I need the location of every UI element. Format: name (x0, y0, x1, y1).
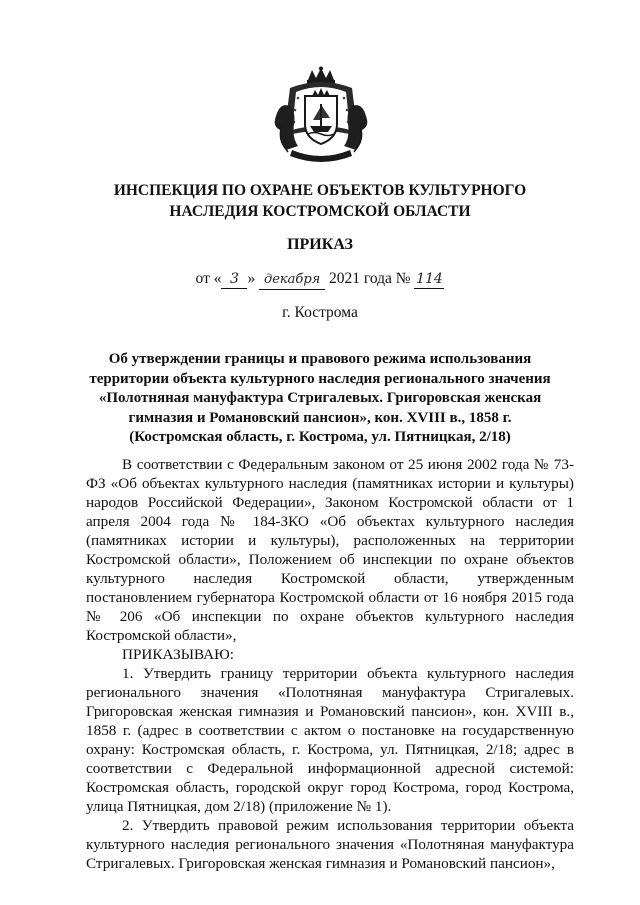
date-month: декабря (259, 271, 325, 290)
preamble-paragraph: В соответствии с Федеральным законом от 25 июня 2002 года № 73-ФЗ «Об объектах культурного наследия (памятниках истории и культуры) народов Российской Федерации», Законом Костромской области от 1 апреля 2004 года № 184-ЗКО «Об объектах культурного наследия (памятниках истории и культуры), расположенных на территории Костромской области», Положением об инспекции по охране объектов культурного наследия Костромской области, утвержденным постановлением губернатора Костромской области от 16 ноября 2015 года № 206 «Об инспекции по охране объектов культурного наследия Костромской области», (86, 456, 574, 644)
organization-name (60, 180, 580, 222)
date-year: 2021 года № (328, 270, 411, 287)
date-line (0, 268, 640, 290)
order-word: ПРИКАЗЫВАЮ: (122, 646, 234, 663)
order-number: 114 (416, 271, 443, 287)
subject-line2: территории объекта культурного наследия регионального значения (89, 370, 551, 387)
subject-line4: гимназия и Романовский пансион», кон. XVIII в., 1858 г. (128, 409, 512, 426)
city: г. Кострома (282, 304, 358, 321)
order-item-1: 1. Утвердить границу территории объекта культурного наследия регионального значения «Полотняная мануфактура Стригалевых. Григоровская женская гимназия и Романовский пансион», кон. XVIII в., 1858 г. (адрес в соответствии с актом о постановке на государственную охрану: Костромская область, г. Кострома, ул. Пятницкая, 2/18; адрес в соответствии с Федеральной информационной адресной системой: Костромская область, городской округ город Кострома, город Кострома, улица Пятницкая, дом 2/18) (приложение № 1). (86, 665, 574, 815)
date-prefix: от « (195, 270, 222, 287)
date-day: 3 (221, 270, 247, 289)
order-subject (80, 350, 560, 448)
order-body (86, 455, 574, 873)
organization-name-line2: НАСЛЕДИЯ КОСТРОМСКОЙ ОБЛАСТИ (169, 203, 471, 220)
subject-line5: (Костромская область, г. Кострома, ул. Пятницкая, 2/18) (129, 429, 511, 445)
document-type: ПРИКАЗ (287, 236, 353, 253)
date-mid: » (247, 270, 256, 287)
subject-line1: Об утверждении границы и правового режима использования (108, 351, 532, 367)
coat-of-arms-icon (268, 66, 374, 170)
organization-name-line1: ИНСПЕКЦИЯ ПО ОХРАНЕ ОБЪЕКТОВ КУЛЬТУРНОГО (113, 182, 527, 199)
subject-line3: «Полотняная мануфактура Стригалевых. Григоровская женская (98, 390, 542, 406)
order-item-2: 2. Утвердить правовой режим использования территории объекта культурного наследия регионального значения «Полотняная мануфактура Стригалевых. Григоровская женская гимназия и Романовский пансион», (86, 817, 574, 872)
